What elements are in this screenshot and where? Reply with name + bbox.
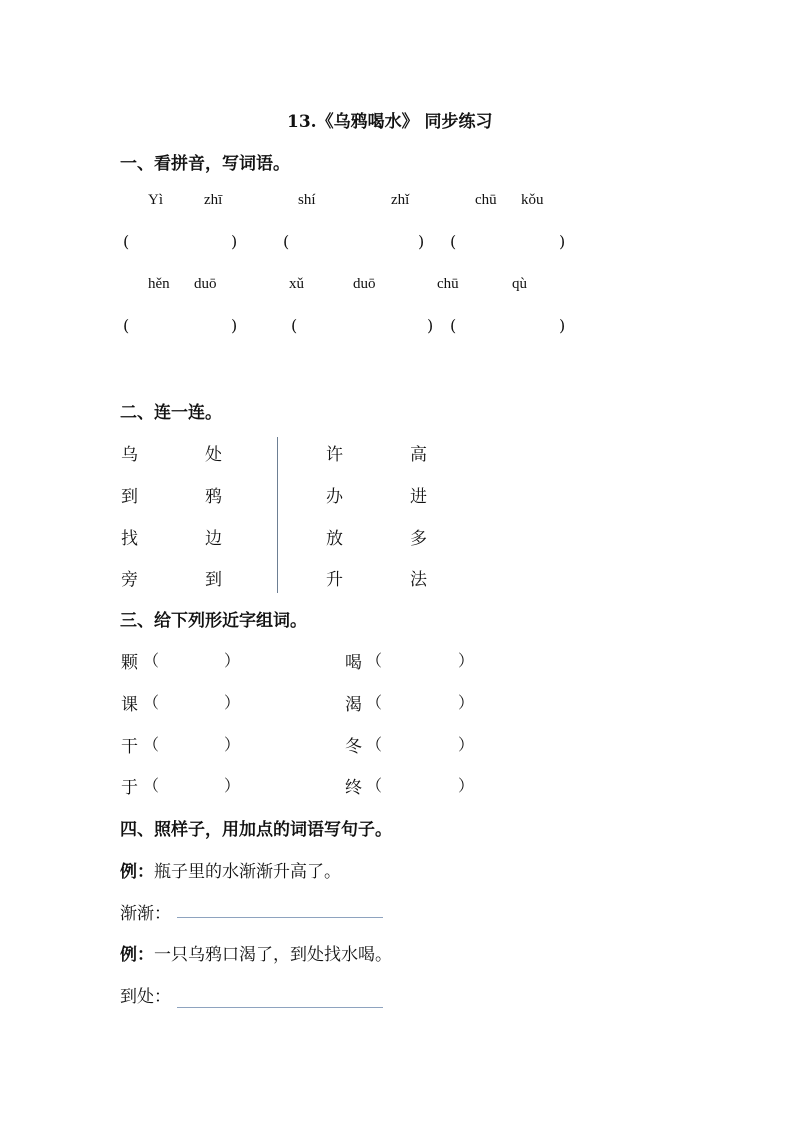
answer-paren-close: ） bbox=[458, 651, 475, 670]
answer-paren-close: ) bbox=[418, 232, 425, 251]
answer-paren-open: ( bbox=[450, 232, 457, 251]
section2-heading: 二、连一连。 bbox=[120, 403, 222, 423]
answer-paren-close: ) bbox=[427, 316, 434, 335]
example-text: 瓶子里的水渐渐升高了。 bbox=[154, 862, 341, 882]
prompt-label: 渐渐： bbox=[120, 904, 171, 924]
answer-paren-close: ） bbox=[224, 693, 241, 712]
similar-char: 干 bbox=[121, 737, 138, 757]
pinyin: kǒu bbox=[521, 192, 544, 208]
match-char: 多 bbox=[410, 529, 427, 549]
match-char: 升 bbox=[326, 570, 343, 590]
answer-paren-open: （ bbox=[143, 776, 160, 795]
match-char: 放 bbox=[326, 529, 343, 549]
example-sentence-1 bbox=[120, 857, 341, 882]
example-sentence-2 bbox=[120, 940, 392, 965]
similar-char: 颗 bbox=[121, 653, 138, 673]
match-char: 法 bbox=[410, 570, 427, 590]
answer-paren-close: ) bbox=[231, 316, 238, 335]
match-char: 进 bbox=[410, 487, 427, 507]
answer-paren-close: ） bbox=[224, 651, 241, 670]
section1-heading: 一、看拼音，写词语。 bbox=[120, 154, 290, 174]
section4-heading: 四、照样子，用加点的词语写句子。 bbox=[120, 820, 392, 840]
answer-line[interactable] bbox=[177, 917, 383, 918]
answer-paren-open: （ bbox=[143, 693, 160, 712]
match-char: 到 bbox=[121, 487, 138, 507]
answer-paren-close: ） bbox=[224, 735, 241, 754]
example-text: 一只乌鸦口渴了，到处找水喝。 bbox=[154, 945, 392, 965]
answer-paren-open: ( bbox=[283, 232, 290, 251]
page-title: 13.《乌鸦喝水》 同步练习 bbox=[287, 112, 493, 132]
pinyin: zhī bbox=[204, 192, 223, 208]
answer-paren-open: ( bbox=[123, 232, 130, 251]
similar-char: 课 bbox=[121, 695, 138, 715]
similar-char: 于 bbox=[121, 778, 138, 798]
answer-paren-open: （ bbox=[143, 735, 160, 754]
similar-char: 冬 bbox=[345, 737, 362, 757]
answer-paren-close: ） bbox=[458, 735, 475, 754]
pinyin: chū bbox=[475, 192, 497, 208]
answer-paren-open: （ bbox=[366, 735, 383, 754]
answer-paren-open: （ bbox=[366, 693, 383, 712]
answer-paren-close: ） bbox=[458, 776, 475, 795]
match-char: 找 bbox=[121, 529, 138, 549]
answer-paren-open: （ bbox=[366, 651, 383, 670]
section3-heading: 三、给下列形近字组词。 bbox=[120, 611, 307, 631]
pinyin: shí bbox=[298, 192, 316, 208]
pinyin: Yì bbox=[148, 192, 163, 208]
answer-paren-open: ( bbox=[450, 316, 457, 335]
match-char: 高 bbox=[410, 445, 427, 465]
answer-paren-close: ） bbox=[224, 776, 241, 795]
answer-line[interactable] bbox=[177, 1007, 383, 1008]
match-divider bbox=[277, 437, 278, 593]
answer-paren-open: ( bbox=[291, 316, 298, 335]
pinyin: qù bbox=[512, 276, 527, 292]
answer-paren-open: （ bbox=[143, 651, 160, 670]
answer-paren-close: ) bbox=[559, 232, 566, 251]
match-char: 到 bbox=[205, 570, 222, 590]
pinyin: duō bbox=[194, 276, 217, 292]
answer-paren-close: ) bbox=[231, 232, 238, 251]
match-char: 处 bbox=[205, 445, 222, 465]
pinyin: zhǐ bbox=[391, 192, 410, 208]
match-char: 办 bbox=[326, 487, 343, 507]
pinyin: duō bbox=[353, 276, 376, 292]
match-char: 边 bbox=[205, 529, 222, 549]
pinyin: xǔ bbox=[289, 276, 304, 292]
similar-char: 渴 bbox=[345, 695, 362, 715]
match-char: 许 bbox=[326, 445, 343, 465]
match-char: 鸦 bbox=[205, 487, 222, 507]
answer-paren-close: ） bbox=[458, 693, 475, 712]
match-char: 旁 bbox=[121, 570, 138, 590]
example-label: 例： bbox=[120, 862, 154, 882]
answer-paren-open: ( bbox=[123, 316, 130, 335]
answer-paren-open: （ bbox=[366, 776, 383, 795]
similar-char: 喝 bbox=[345, 653, 362, 673]
pinyin: chū bbox=[437, 276, 459, 292]
pinyin: hěn bbox=[148, 276, 170, 292]
match-char: 乌 bbox=[121, 445, 138, 465]
answer-paren-close: ) bbox=[559, 316, 566, 335]
prompt-label: 到处： bbox=[120, 987, 171, 1007]
similar-char: 终 bbox=[345, 778, 362, 798]
example-label: 例： bbox=[120, 945, 154, 965]
